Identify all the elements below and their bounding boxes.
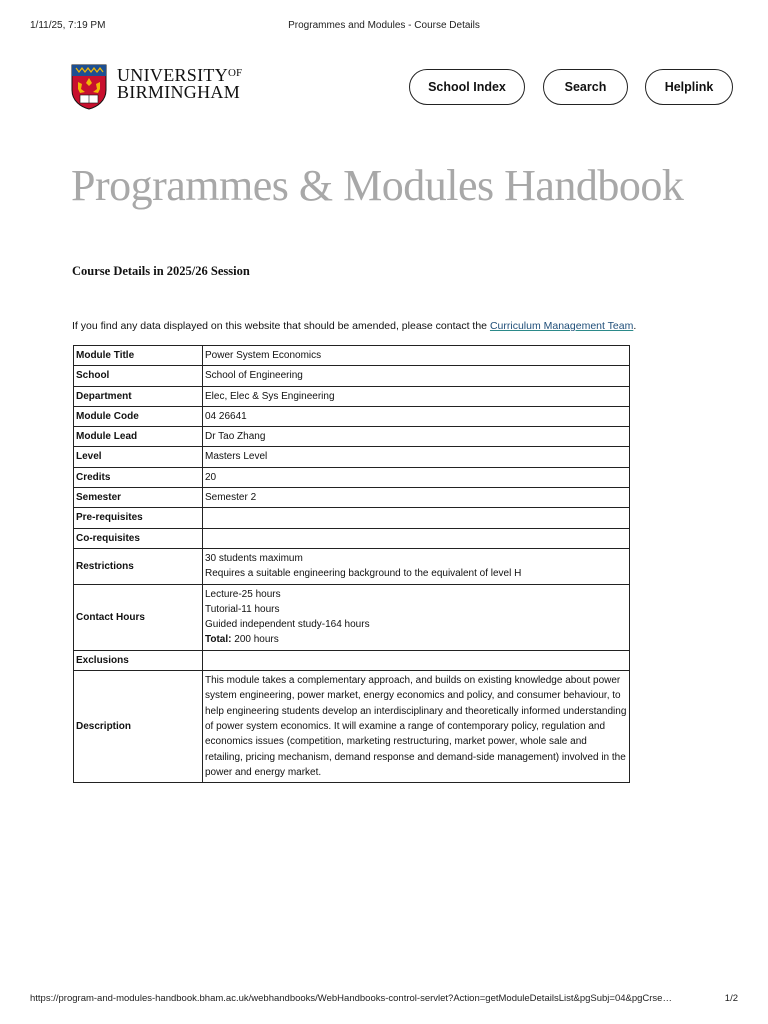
row-label: School — [74, 366, 203, 386]
wordmark-line1: UNIVERSITY — [117, 65, 228, 85]
restriction-line: Requires a suitable engineering background to the equivalent of level H — [205, 568, 522, 580]
row-value: Semester 2 — [203, 488, 630, 508]
table-row — [74, 650, 630, 670]
curriculum-team-link[interactable]: Curriculum Management Team — [489, 320, 634, 332]
wordmark-line2: BIRMINGHAM — [117, 82, 241, 102]
row-value: 20 — [203, 467, 630, 487]
row-label: Level — [74, 447, 203, 467]
row-value: Masters Level — [203, 447, 630, 467]
table-row — [74, 386, 630, 406]
row-value — [203, 508, 630, 528]
row-value: Elec, Elec & Sys Engineering — [203, 386, 630, 406]
row-value: Power System Economics — [203, 346, 630, 366]
row-label: Module Lead — [74, 427, 203, 447]
restriction-line: 30 students maximum — [205, 552, 303, 564]
table-row — [74, 346, 630, 366]
notice-text: If you find any data displayed on this website that should be amended, please contact the — [72, 320, 490, 332]
row-value: 04 26641 — [203, 406, 630, 426]
table-row — [74, 488, 630, 508]
table-row — [74, 427, 630, 447]
contact-hours-line: Guided independent study-164 hours — [205, 619, 370, 631]
print-doc-title: Programmes and Modules - Course Details — [288, 20, 480, 31]
table-row — [74, 528, 630, 548]
table-row — [74, 406, 630, 426]
row-label: Exclusions — [74, 650, 203, 670]
university-logo[interactable] — [71, 64, 251, 110]
contact-hours-line: Lecture-25 hours — [205, 588, 281, 600]
total-value: 200 hours — [231, 634, 279, 646]
university-wordmark — [117, 65, 242, 101]
row-value: School of Engineering — [203, 366, 630, 386]
school-index-button[interactable]: School Index — [409, 69, 525, 105]
helplink-button[interactable]: Helplink — [645, 69, 733, 105]
session-heading: Course Details in 2025/26 Session — [72, 264, 250, 278]
row-label: Co-requisites — [74, 528, 203, 548]
row-label: Contact Hours — [74, 584, 203, 650]
contact-hours-total — [205, 632, 627, 647]
total-label: Total: — [205, 634, 232, 646]
print-datetime: 1/11/25, 7:19 PM — [30, 20, 106, 31]
row-label: Pre-requisites — [74, 508, 203, 528]
row-value — [203, 584, 630, 650]
row-label: Description — [74, 671, 203, 783]
search-button[interactable]: Search — [543, 69, 628, 105]
course-details-table — [73, 345, 630, 783]
row-label: Department — [74, 386, 203, 406]
table-row — [74, 467, 630, 487]
row-label: Module Code — [74, 406, 203, 426]
notice-suffix: . — [633, 320, 637, 332]
row-value: This module takes a complementary approach, and builds on existing knowledge about power system engineering, power market, energy economics and policy, and consumer behaviour, to help engineering students develop an interdisciplinary and theoretically informed understanding of power system economics. It will examine a range of contemporary policy, regulation and economics issues (competition, marketing restructuring, market power, whole sale and retailing, pricing mechanism, demand response and demand-side management) involved in the power and energy market. — [203, 671, 630, 783]
row-label: Module Title — [74, 346, 203, 366]
row-label: Restrictions — [74, 548, 203, 584]
wordmark-of: OF — [228, 67, 243, 79]
table-row — [74, 366, 630, 386]
table-row — [74, 447, 630, 467]
contact-hours-line: Tutorial-11 hours — [205, 603, 280, 615]
print-header — [30, 20, 738, 32]
table-row — [74, 584, 630, 650]
amendment-notice — [72, 320, 636, 332]
row-value — [203, 650, 630, 670]
table-row — [74, 508, 630, 528]
row-value: Dr Tao Zhang — [203, 427, 630, 447]
university-crest-icon — [71, 64, 107, 110]
row-value — [203, 548, 630, 584]
page-number: 1/2 — [724, 993, 738, 1004]
table-row — [74, 548, 630, 584]
row-label: Semester — [74, 488, 203, 508]
page-title: Programmes & Modules Handbook — [71, 161, 684, 210]
print-footer — [30, 993, 738, 1005]
print-url: https://program-and-modules-handbook.bham.ac.uk/webhandbooks/WebHandbooks-control-servlet?Action=getModuleDetailsList&pgSubj=04&pgCrse… — [30, 993, 672, 1004]
table-row — [74, 671, 630, 783]
row-label: Credits — [74, 467, 203, 487]
row-value — [203, 528, 630, 548]
